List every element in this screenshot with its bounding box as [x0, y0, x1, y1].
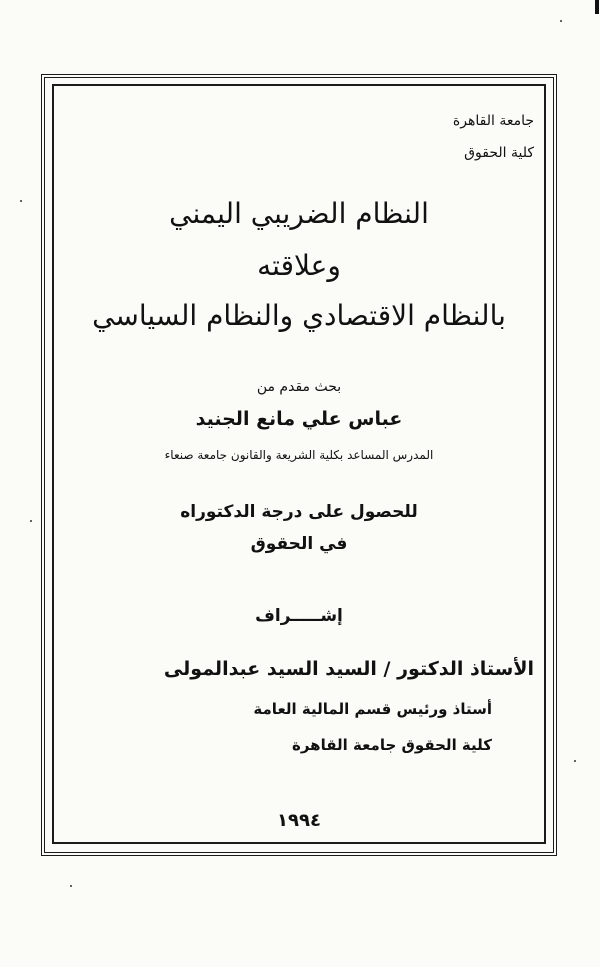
- supervisor-name: الأستاذ الدكتور / السيد السيد عبدالمولى: [163, 658, 534, 680]
- scan-edge-mark: [595, 0, 599, 14]
- author-name: عباس علي مانع الجنيد: [195, 408, 403, 430]
- university-name: جامعة القاهرة: [452, 113, 534, 129]
- publication-year: ١٩٩٤: [277, 810, 321, 831]
- author-intro: بحث مقدم من: [256, 379, 342, 395]
- supervisor-affiliation: كلية الحقوق جامعة القاهرة: [291, 736, 492, 754]
- degree-line-1: للحصول على درجة الدكتوراه: [180, 502, 418, 522]
- scan-speck: [30, 520, 32, 522]
- scan-speck: [574, 760, 576, 762]
- title-line-1: النظام الضريبي اليمني: [169, 197, 429, 230]
- faculty-name: كلية الحقوق: [464, 145, 534, 161]
- supervisor-role: أستاذ ورئيس قسم المالية العامة: [253, 700, 492, 718]
- author-position: المدرس المساعد بكلية الشريعة والقانون جامعة صنعاء: [164, 448, 434, 462]
- scan-speck: [20, 200, 22, 202]
- degree-line-2: في الحقوق: [250, 534, 348, 554]
- title-line-3: بالنظام الاقتصادي والنظام السياسي: [92, 299, 506, 332]
- supervision-label: إشـــــراف: [255, 606, 343, 626]
- scan-speck: [560, 20, 562, 22]
- title-line-2: وعلاقته: [257, 249, 341, 282]
- scan-speck: [70, 885, 72, 887]
